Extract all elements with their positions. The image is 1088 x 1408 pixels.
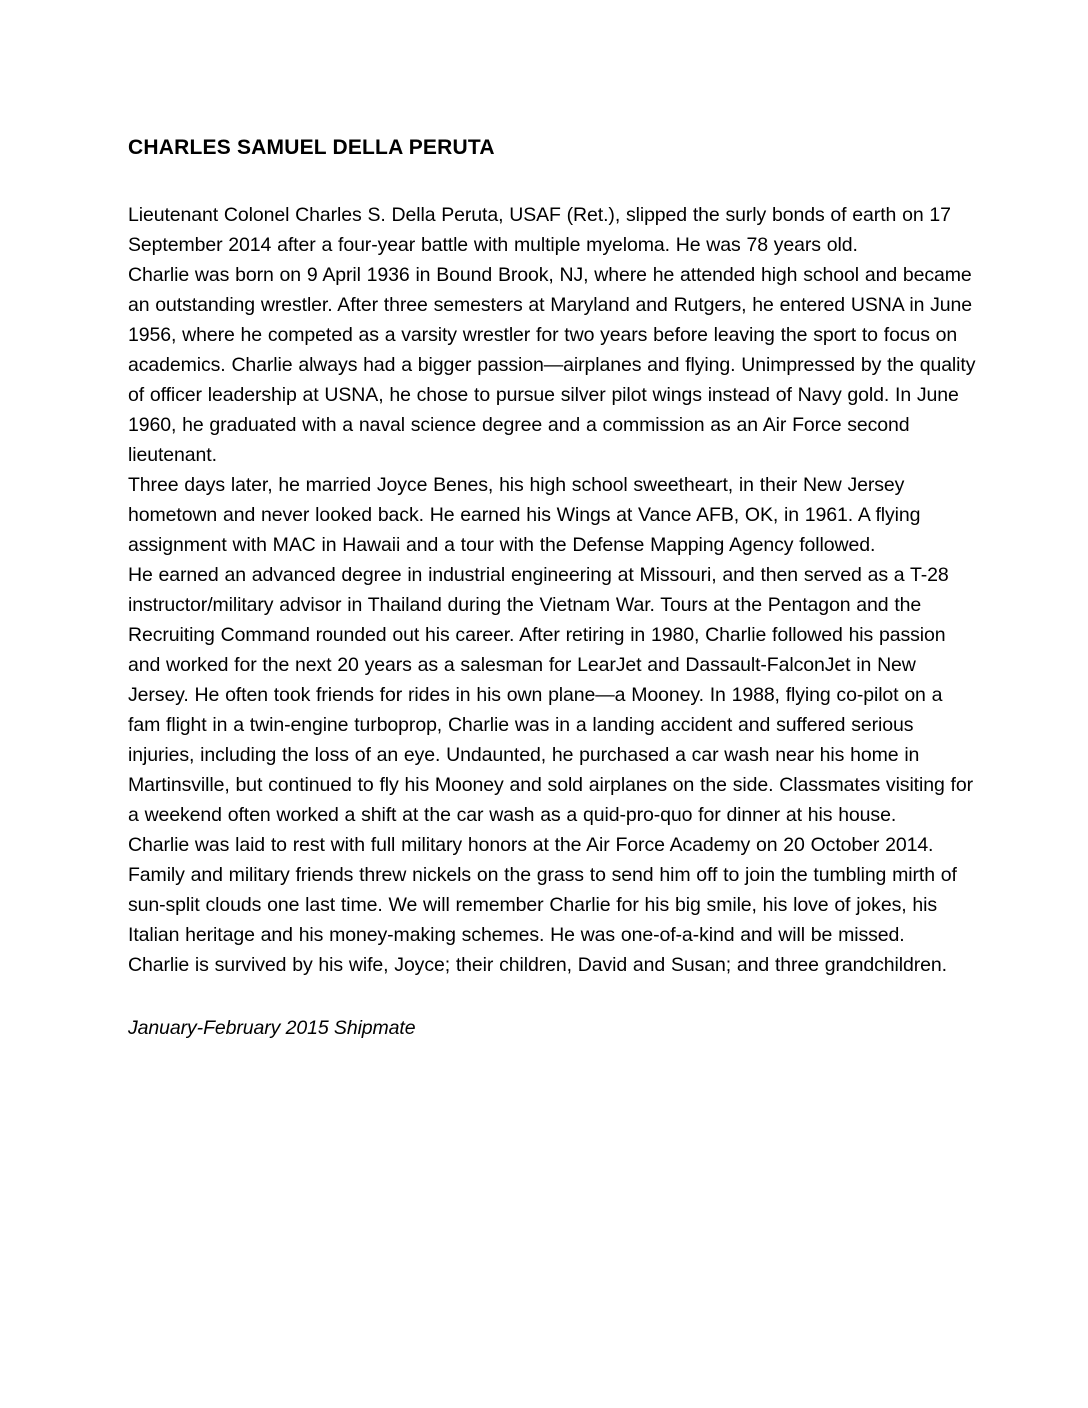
obituary-body <box>128 200 976 980</box>
paragraph-early-life: Charlie was born on 9 April 1936 in Bound Brook, NJ, where he attended high school and became an outstanding wrestler. After three semesters at Maryland and Rutgers, he entered USNA in June 1956, where he competed as a varsity wrestler for two years before leaving the sport to focus on academics. Charlie always had a bigger passion—airplanes and flying. Unimpressed by the quality of officer leadership at USNA, he chose to pursue silver pilot wings instead of Navy gold. In June 1960, he graduated with a naval science degree and a commission as an Air Force second lieutenant. <box>128 264 976 466</box>
paragraph-career: He earned an advanced degree in industrial engineering at Missouri, and then served as a T-28 instructor/military advisor in Thailand during the Vietnam War. Tours at the Pentagon and the Recruiting Command rounded out his career. After retiring in 1980, Charlie followed his passion and worked for the next 20 years as a salesman for LearJet and Dassault-FalconJet in New Jersey. He often took friends for rides in his own plane—a Mooney. In 1988, flying co-pilot on a fam flight in a twin-engine turboprop, Charlie was in a landing accident and suffered serious injuries, including the loss of an eye. Undaunted, he purchased a car wash near his home in Martinsville, but continued to fly his Mooney and sold airplanes on the side. Classmates visiting for a weekend often worked a shift at the car wash as a quid-pro-quo for dinner at his house. <box>128 564 973 826</box>
paragraph-intro: Lieutenant Colonel Charles S. Della Peruta, USAF (Ret.), slipped the surly bonds of earth on 17 September 2014 after a four-year battle with multiple myeloma. He was 78 years old. <box>128 204 951 256</box>
source-citation: January-February 2015 Shipmate <box>128 1017 416 1039</box>
paragraph-marriage: Three days later, he married Joyce Benes, his high school sweetheart, in their New Jersey hometown and never looked back. He earned his Wings at Vance AFB, OK, in 1961. A flying assignment with MAC in Hawaii and a tour with the Defense Mapping Agency followed. <box>128 474 921 556</box>
paragraph-memorial: Charlie was laid to rest with full military honors at the Air Force Academy on 20 October 2014. Family and military friends threw nickels on the grass to send him off to join the tumbling mirth of sun-split clouds one last time. We will remember Charlie for his big smile, his love of jokes, his Italian heritage and his money-making schemes. He was one-of-a-kind and will be missed. <box>128 834 957 946</box>
page-title: CHARLES SAMUEL DELLA PERUTA <box>128 136 495 159</box>
paragraph-survivors: Charlie is survived by his wife, Joyce; their children, David and Susan; and three grandchildren. <box>128 954 947 976</box>
